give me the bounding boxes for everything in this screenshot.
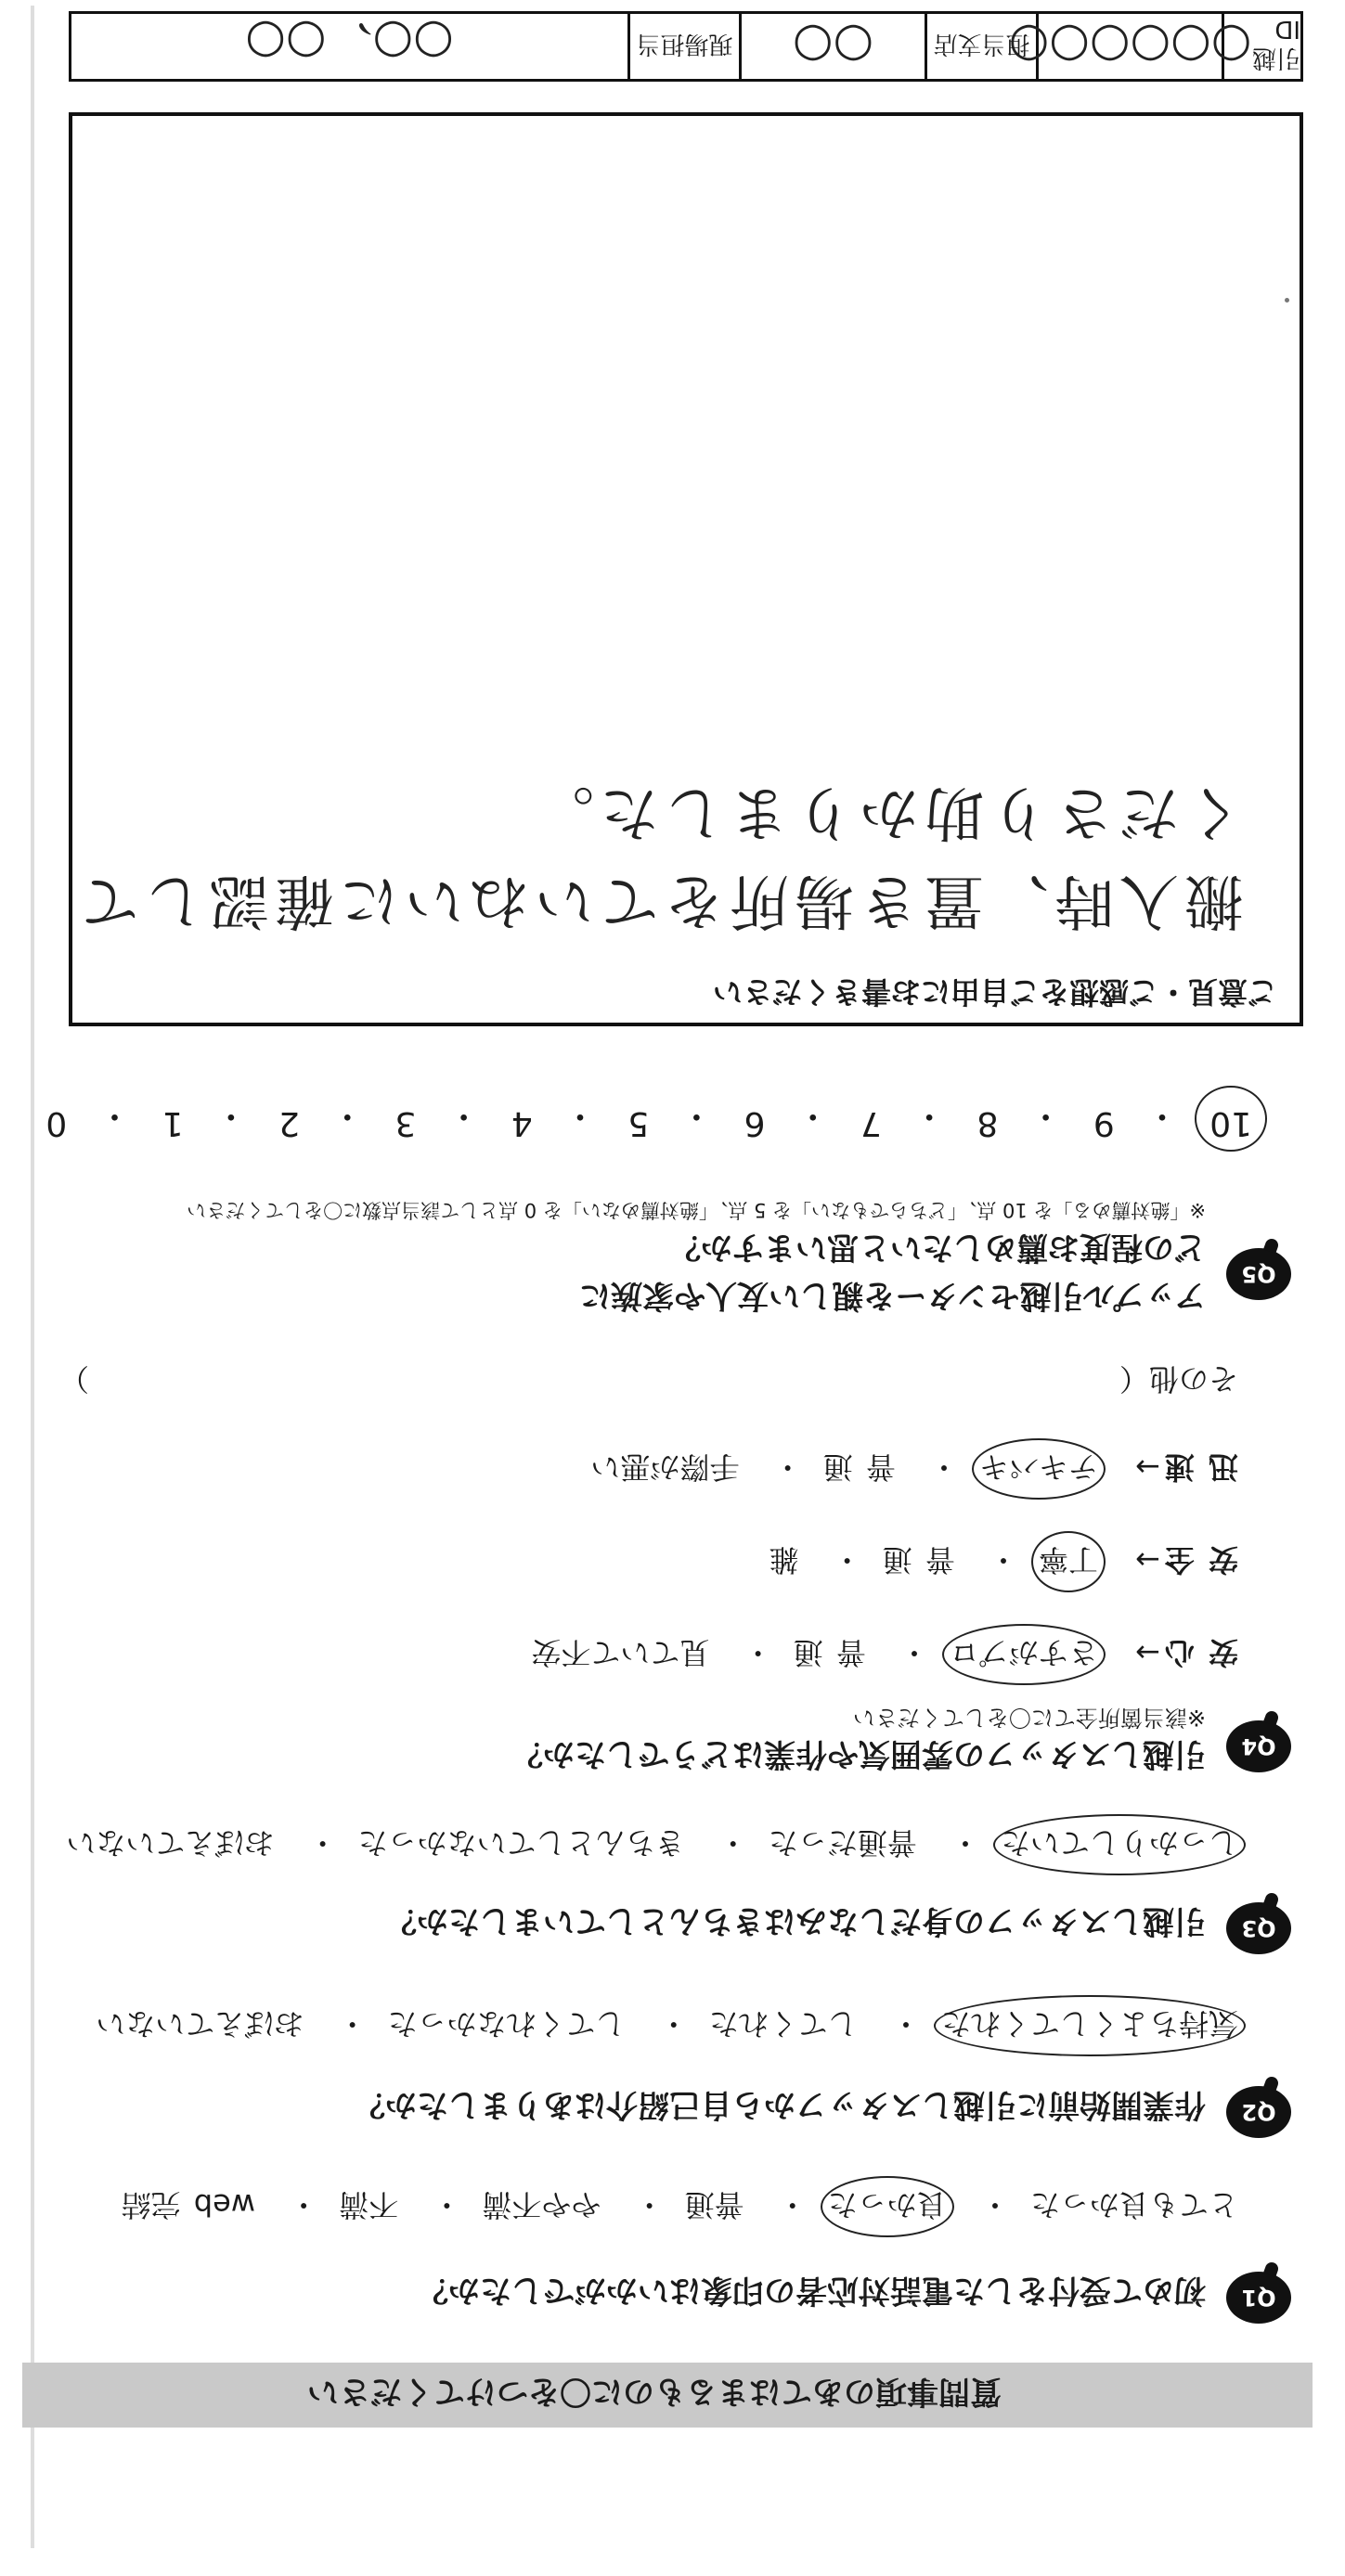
move-id-value-cell[interactable] — [1008, 14, 1252, 79]
q2-options: 気持ちよくしてくれた・ してくれた・ してくれなかった・ おぼえていない — [96, 2004, 1238, 2047]
q1-options: とても良かった・ 良かった・ 普通・ やや不満・ 不満・ web 完結 — [122, 2185, 1238, 2228]
q1-question: 初めて受付をした電話対応者の印象はいかがでしたか？ — [417, 2272, 1206, 2309]
q2-option-yes[interactable]: してくれた — [708, 2006, 858, 2041]
q2-badge-label: Q2 — [1241, 2099, 1276, 2125]
q5-question-line2: どの程度お薦めしたいと思いますか？ — [669, 1229, 1206, 1266]
q5-note: ※「絶対薦める」を 10 点、「どちらでもない」を 5 点、「絶対薦めない」を 0 点として該当点数に〇をしてください — [187, 1199, 1206, 1221]
instructions-banner — [22, 2363, 1313, 2428]
q5-score-scale: 10 ・ 9 ・ 8 ・ 7 ・ 6 ・ 5 ・ 4 ・ 3 ・ 2 ・ 1 ・ 0 — [36, 1095, 1261, 1142]
score-5[interactable]: 5 — [627, 1104, 650, 1142]
branch-value-cell[interactable] — [739, 14, 925, 79]
q4-row-safety: 安 全→ 丁寧・ 普 通・ 雑 — [769, 1540, 1238, 1583]
q4-other-label: その他（ — [1119, 1361, 1238, 1397]
handwritten-comment-line2: くださり助かりました。 — [529, 778, 1244, 846]
q4-option-rough[interactable]: 雑 — [769, 1542, 799, 1578]
q4-row-label: 迅 速 — [1164, 1449, 1238, 1485]
score-3[interactable]: 3 — [394, 1104, 417, 1142]
branch-value: ○○ — [792, 19, 874, 73]
q1-option-normal[interactable]: 普通 — [684, 2187, 744, 2222]
move-id-value: ○○○○○○ — [1008, 19, 1252, 73]
q4-other — [59, 1359, 1238, 1402]
q2-option-gladly[interactable]: 気持ちよくしてくれた — [941, 2004, 1238, 2047]
q1-option-dissatisfied[interactable]: 不満 — [339, 2187, 399, 2222]
q3-badge-label: Q3 — [1241, 1915, 1276, 1941]
q4-row-reassurance: 安 心→ さすがプロ・ 普 通・ 見ていて不安 — [531, 1633, 1238, 1676]
q2-badge — [1226, 2086, 1291, 2138]
q3-question: 引越しスタッフの身だしなみはきちんとしていましたか？ — [385, 1902, 1206, 1939]
handwritten-comment-line1: 搬入時、置き場所をていねいに確認して — [74, 866, 1244, 934]
score-9[interactable]: 9 — [1093, 1104, 1115, 1142]
q2-option-dont-remember[interactable]: おぼえていない — [96, 2006, 304, 2041]
q3-option-neat[interactable]: しっかりしていた — [1001, 1823, 1238, 1866]
q4-question: 引越しスタッフの雰囲気や作業はどうでしたか？ — [511, 1735, 1206, 1772]
q3-options: しっかりしていた・ 普通だった・ きちんとしていなかった・ おぼえていない — [66, 1823, 1238, 1866]
q4-option-normal[interactable]: 普 通 — [793, 1635, 866, 1670]
q1-option-good[interactable]: 良かった — [828, 2185, 947, 2228]
q4-option-normal[interactable]: 普 通 — [822, 1449, 896, 1485]
q4-note: ※該当箇所全てに〇をしてください — [852, 1705, 1206, 1731]
q4-badge-label: Q4 — [1241, 1733, 1276, 1759]
lead-value-cell[interactable] — [71, 14, 627, 79]
arrow-icon: → — [1135, 1542, 1160, 1578]
q3-option-normal[interactable]: 普通だった — [768, 1825, 917, 1861]
q1-option-slightly-dissatisfied[interactable]: やや不満 — [482, 2187, 601, 2222]
score-4[interactable]: 4 — [511, 1104, 533, 1142]
q1-option-web[interactable]: web 完結 — [121, 2187, 255, 2222]
q4-option-pro[interactable]: さすがプロ — [950, 1633, 1098, 1676]
q4-option-anxious[interactable]: 見ていて不安 — [531, 1635, 710, 1670]
q3-option-dont-remember[interactable]: おぼえていない — [66, 1825, 275, 1861]
q4-option-normal[interactable]: 普 通 — [882, 1542, 955, 1578]
branch-label-cell — [925, 14, 1036, 79]
score-7[interactable]: 7 — [860, 1104, 882, 1142]
comment-box[interactable] — [69, 112, 1303, 1026]
q4-option-clumsy[interactable]: 手際が悪い — [590, 1449, 740, 1485]
q4-option-careful[interactable]: 丁寧 — [1039, 1540, 1098, 1583]
score-0[interactable]: 0 — [45, 1104, 68, 1142]
lead-label-cell — [627, 14, 739, 79]
q1-option-very-good[interactable]: とても良かった — [1029, 2187, 1238, 2222]
q5-badge-label: Q5 — [1241, 1261, 1276, 1287]
q4-row-label: 安 全 — [1164, 1542, 1238, 1578]
score-8[interactable]: 8 — [976, 1104, 999, 1142]
arrow-icon: → — [1135, 1635, 1160, 1670]
score-6[interactable]: 6 — [744, 1104, 766, 1142]
q3-badge — [1226, 1902, 1291, 1954]
q5-question-line1: アップル引越センターを親しい友人や家族に — [579, 1277, 1206, 1314]
info-table — [69, 11, 1303, 82]
q2-question: 作業開始前に引越しスタッフから自己紹介はありましたか？ — [354, 2086, 1206, 2123]
score-2[interactable]: 2 — [278, 1104, 300, 1142]
q4-other-close: ） — [59, 1361, 90, 1397]
q1-badge-label: Q1 — [1241, 2285, 1276, 2311]
card-edge — [31, 6, 34, 2548]
move-id-label: 引越 ID — [1251, 15, 1300, 72]
q1-badge — [1226, 2272, 1291, 2324]
q5-badge — [1226, 1248, 1291, 1300]
q2-option-no[interactable]: してくれなかった — [387, 2006, 626, 2041]
score-10[interactable]: 10 — [1200, 1095, 1261, 1142]
lead-label: 現場担当 — [636, 30, 733, 58]
arrow-icon: → — [1135, 1449, 1160, 1485]
q3-option-untidy[interactable]: きちんとしていなかった — [357, 1825, 685, 1861]
q4-row-speed: 迅 速→ テキパキ・ 普 通・ 手際が悪い — [590, 1448, 1238, 1490]
score-1[interactable]: 1 — [162, 1104, 184, 1142]
lead-value: ○○、○○ — [245, 16, 454, 70]
banner-text: 質問事項のあてはまるものに〇をつけてください — [307, 2373, 1002, 2411]
q4-row-label: 安 心 — [1164, 1635, 1238, 1670]
comment-heading: ご意見・ご感想をご自由にお書きください — [712, 974, 1277, 1010]
q4-badge — [1226, 1720, 1291, 1772]
branch-label: 担当支店 — [933, 30, 1030, 58]
q4-option-brisk[interactable]: テキパキ — [979, 1448, 1098, 1490]
